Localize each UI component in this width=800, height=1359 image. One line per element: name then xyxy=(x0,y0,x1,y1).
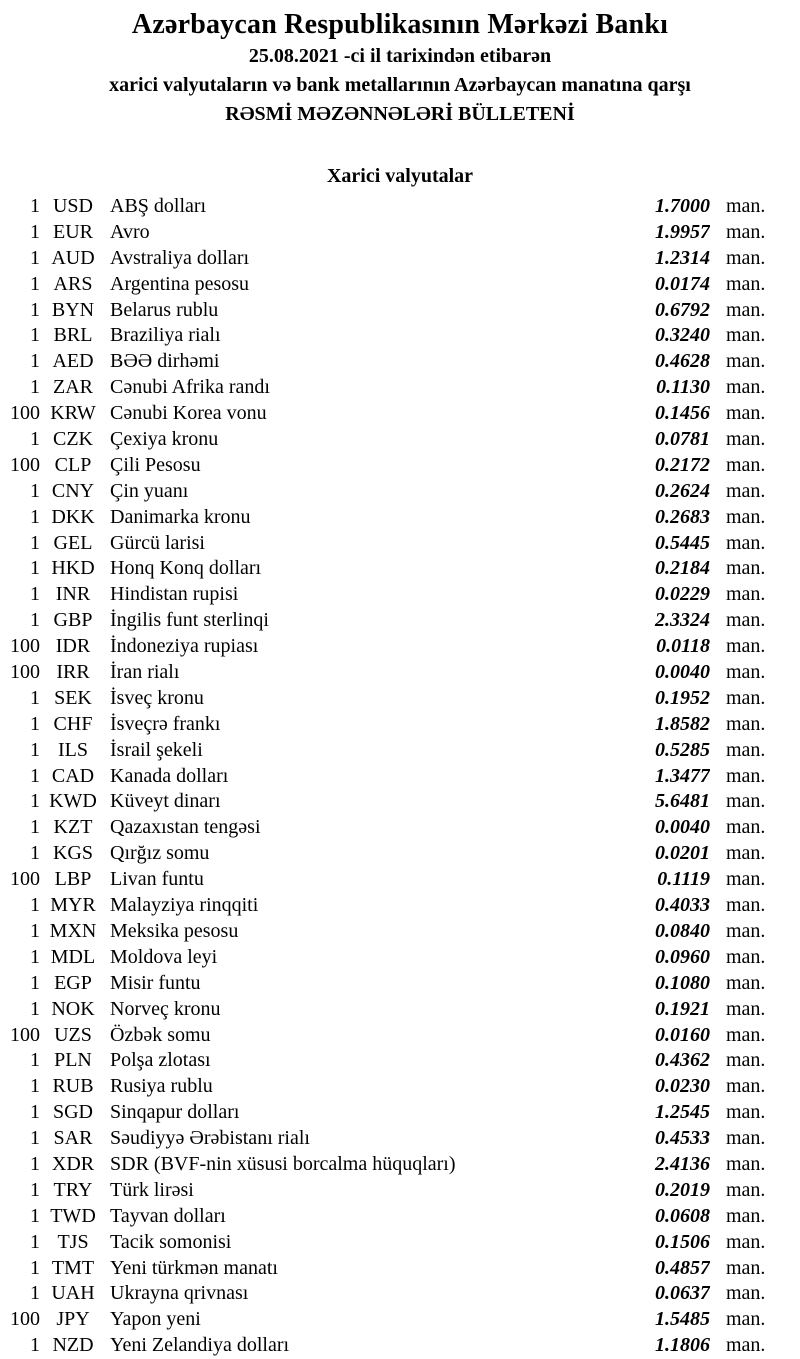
qty-cell: 1 xyxy=(30,945,40,968)
rate-cell: 5.6481 xyxy=(655,790,710,813)
currency-row xyxy=(0,582,800,608)
currency-row xyxy=(0,1126,800,1152)
name-cell: Qırğız somu xyxy=(110,842,210,865)
unit-cell: man. xyxy=(726,1075,766,1098)
currency-row xyxy=(0,660,800,686)
currency-row xyxy=(0,375,800,401)
rate-cell: 0.1921 xyxy=(655,997,710,1020)
code-cell: PLN xyxy=(54,1049,92,1072)
code-cell: BYN xyxy=(51,298,95,321)
code-cell: ZAR xyxy=(53,376,93,399)
currency-row xyxy=(0,427,800,453)
code-cell: ILS xyxy=(58,738,88,761)
name-cell: Çili Pesosu xyxy=(110,453,201,476)
rate-cell: 0.4857 xyxy=(655,1256,710,1279)
unit-cell: man. xyxy=(726,453,766,476)
qty-cell: 1 xyxy=(30,1127,40,1150)
code-cell: IRR xyxy=(56,661,90,684)
name-cell: İsveçrə frankı xyxy=(110,712,221,735)
code-cell: UZS xyxy=(54,1023,92,1046)
code-cell: KGS xyxy=(52,842,93,865)
qty-cell: 100 xyxy=(10,1023,40,1046)
unit-cell: man. xyxy=(726,350,766,373)
name-cell: Yeni Zelandiya dolları xyxy=(110,1334,290,1357)
name-cell: Belarus rublu xyxy=(110,298,219,321)
code-cell: TWD xyxy=(50,1204,96,1227)
currency-row xyxy=(0,1152,800,1178)
rate-cell: 1.1806 xyxy=(655,1334,710,1357)
section-title-foreign-currencies: Xarici valyutalar xyxy=(326,165,474,187)
currency-row xyxy=(0,401,800,427)
currency-row xyxy=(0,220,800,246)
qty-cell: 1 xyxy=(30,350,40,373)
currency-row xyxy=(0,453,800,479)
unit-cell: man. xyxy=(726,1256,766,1279)
qty-cell: 1 xyxy=(30,505,40,528)
name-cell: Özbək somu xyxy=(110,1023,211,1046)
rate-cell: 0.6792 xyxy=(655,298,710,321)
rate-cell: 1.5485 xyxy=(655,1308,710,1331)
unit-cell: man. xyxy=(726,894,766,917)
rate-cell: 0.1119 xyxy=(657,868,710,891)
unit-cell: man. xyxy=(726,246,766,269)
qty-cell: 1 xyxy=(30,738,40,761)
rate-cell: 1.3477 xyxy=(655,764,710,787)
code-cell: NZD xyxy=(52,1334,94,1357)
rate-cell: 0.0160 xyxy=(655,1023,710,1046)
code-cell: INR xyxy=(55,583,91,606)
currency-row xyxy=(0,764,800,790)
qty-cell: 1 xyxy=(30,712,40,735)
qty-cell: 1 xyxy=(30,246,40,269)
name-cell: Avstraliya dolları xyxy=(110,246,250,269)
qty-cell: 1 xyxy=(30,1049,40,1072)
code-cell: BRL xyxy=(53,324,93,347)
rate-cell: 1.7000 xyxy=(655,195,710,217)
name-cell: İsveç kronu xyxy=(110,686,204,709)
currency-row xyxy=(0,505,800,531)
qty-cell: 1 xyxy=(30,324,40,347)
code-cell: SGD xyxy=(52,1101,93,1124)
code-cell: CAD xyxy=(51,764,95,787)
name-cell: İngilis funt sterlinqi xyxy=(110,609,269,632)
code-cell: EUR xyxy=(53,220,93,243)
currency-row xyxy=(0,556,800,582)
unit-cell: man. xyxy=(726,609,766,632)
code-cell: SAR xyxy=(53,1127,93,1150)
name-cell: SDR (BVF-nin xüsusi borcalma hüquqları) xyxy=(110,1152,456,1175)
rate-cell: 0.0118 xyxy=(656,635,710,658)
currency-row xyxy=(0,1048,800,1074)
name-cell: Rusiya rublu xyxy=(110,1075,213,1098)
rate-cell: 0.4362 xyxy=(655,1049,710,1072)
rate-cell: 0.4033 xyxy=(655,894,710,917)
name-cell: Ukrayna qrivnası xyxy=(110,1282,249,1305)
rate-cell: 1.8582 xyxy=(655,712,710,735)
name-cell: Avro xyxy=(110,220,150,243)
currency-row xyxy=(0,298,800,324)
qty-cell: 100 xyxy=(10,1308,40,1331)
unit-cell: man. xyxy=(726,1178,766,1201)
name-cell: Malayziya rinqqiti xyxy=(110,894,259,917)
rate-cell: 0.1506 xyxy=(655,1230,710,1253)
name-cell: Livan funtu xyxy=(110,868,204,891)
code-cell: TJS xyxy=(57,1230,89,1253)
qty-cell: 1 xyxy=(30,842,40,865)
name-cell: Misir funtu xyxy=(110,971,201,994)
code-cell: KZT xyxy=(53,816,93,839)
unit-cell: man. xyxy=(726,402,766,425)
code-cell: IDR xyxy=(55,635,91,658)
unit-cell: man. xyxy=(726,428,766,451)
currency-row xyxy=(0,272,800,298)
qty-cell: 1 xyxy=(30,1178,40,1201)
name-cell: İran rialı xyxy=(110,661,180,684)
name-cell: Cənubi Afrika randı xyxy=(110,376,270,399)
unit-cell: man. xyxy=(726,1127,766,1150)
currency-row xyxy=(0,1178,800,1204)
unit-cell: man. xyxy=(726,1023,766,1046)
unit-cell: man. xyxy=(726,531,766,554)
rate-cell: 0.1456 xyxy=(655,402,710,425)
name-cell: ABŞ dolları xyxy=(110,195,207,217)
qty-cell: 1 xyxy=(30,1152,40,1175)
currency-row xyxy=(0,919,800,945)
name-cell: Yeni türkmən manatı xyxy=(110,1256,278,1279)
rate-cell: 0.5445 xyxy=(655,531,710,554)
rate-cell: 0.0781 xyxy=(655,428,710,451)
name-cell: Çexiya kronu xyxy=(110,428,219,451)
qty-cell: 1 xyxy=(30,1282,40,1305)
rate-cell: 2.4136 xyxy=(655,1152,710,1175)
unit-cell: man. xyxy=(726,1334,766,1357)
qty-cell: 100 xyxy=(10,453,40,476)
rate-cell: 0.0229 xyxy=(655,583,710,606)
rate-cell: 0.0840 xyxy=(655,919,710,942)
currency-row xyxy=(0,1333,800,1359)
rate-cell: 0.5285 xyxy=(655,738,710,761)
rate-cell: 0.2172 xyxy=(655,453,710,476)
unit-cell: man. xyxy=(726,1101,766,1124)
code-cell: CHF xyxy=(53,712,93,735)
currency-row xyxy=(0,1204,800,1230)
name-cell: Danimarka kronu xyxy=(110,505,251,528)
unit-cell: man. xyxy=(726,816,766,839)
name-cell: Norveç kronu xyxy=(110,997,221,1020)
currency-row xyxy=(0,323,800,349)
qty-cell: 1 xyxy=(30,298,40,321)
code-cell: MXN xyxy=(49,919,97,942)
unit-cell: man. xyxy=(726,868,766,891)
currency-row xyxy=(0,479,800,505)
currency-row xyxy=(0,1100,800,1126)
code-cell: KWD xyxy=(49,790,97,813)
name-cell: İndoneziya rupiası xyxy=(110,635,259,658)
name-cell: Polşa zlotası xyxy=(110,1049,211,1072)
unit-cell: man. xyxy=(726,557,766,580)
qty-cell: 1 xyxy=(30,1101,40,1124)
currency-row xyxy=(0,1074,800,1100)
name-cell: Yapon yeni xyxy=(110,1308,201,1331)
unit-cell: man. xyxy=(726,971,766,994)
unit-cell: man. xyxy=(726,1282,766,1305)
rate-cell: 0.2683 xyxy=(655,505,710,528)
code-cell: XDR xyxy=(51,1152,95,1175)
code-cell: LBP xyxy=(54,868,92,891)
qty-cell: 1 xyxy=(30,686,40,709)
qty-cell: 1 xyxy=(30,376,40,399)
code-cell: CZK xyxy=(53,428,93,451)
rate-cell: 0.0608 xyxy=(655,1204,710,1227)
rate-cell: 0.0960 xyxy=(655,945,710,968)
currency-row xyxy=(0,1230,800,1256)
name-cell: İsrail şekeli xyxy=(110,738,203,761)
rate-cell: 1.2545 xyxy=(655,1101,710,1124)
rate-cell: 0.0040 xyxy=(655,816,710,839)
currency-row xyxy=(0,246,800,272)
qty-cell: 1 xyxy=(30,894,40,917)
currency-row xyxy=(0,997,800,1023)
unit-cell: man. xyxy=(726,220,766,243)
qty-cell: 1 xyxy=(30,919,40,942)
currency-row xyxy=(0,1307,800,1333)
code-cell: AUD xyxy=(51,246,95,269)
unit-cell: man. xyxy=(726,1049,766,1072)
currency-row xyxy=(0,194,800,220)
rate-cell: 0.0230 xyxy=(655,1075,710,1098)
name-cell: Moldova leyi xyxy=(110,945,218,968)
qty-cell: 100 xyxy=(10,868,40,891)
unit-cell: man. xyxy=(726,997,766,1020)
currency-row xyxy=(0,893,800,919)
code-cell: MDL xyxy=(50,945,96,968)
name-cell: Honq Konq dolları xyxy=(110,557,262,580)
rate-cell: 0.0637 xyxy=(655,1282,710,1305)
currency-row xyxy=(0,789,800,815)
unit-cell: man. xyxy=(726,324,766,347)
rate-cell: 0.4628 xyxy=(655,350,710,373)
currency-row xyxy=(0,686,800,712)
name-cell: Səudiyyə Ərəbistanı rialı xyxy=(110,1127,310,1150)
name-cell: Çin yuanı xyxy=(110,479,189,502)
unit-cell: man. xyxy=(726,790,766,813)
qty-cell: 1 xyxy=(30,609,40,632)
unit-cell: man. xyxy=(726,945,766,968)
qty-cell: 1 xyxy=(30,764,40,787)
code-cell: HKD xyxy=(51,557,95,580)
code-cell: UAH xyxy=(51,1282,95,1305)
name-cell: Kanada dolları xyxy=(110,764,229,787)
qty-cell: 100 xyxy=(10,635,40,658)
bulletin-header xyxy=(0,0,800,129)
qty-cell: 100 xyxy=(10,402,40,425)
qty-cell: 1 xyxy=(30,816,40,839)
unit-cell: man. xyxy=(726,1204,766,1227)
name-cell: Tacik somonisi xyxy=(110,1230,232,1253)
name-cell: Sinqapur dolları xyxy=(110,1101,240,1124)
unit-cell: man. xyxy=(726,272,766,295)
currency-row xyxy=(0,867,800,893)
rate-cell: 0.0174 xyxy=(655,272,710,295)
currency-row xyxy=(0,971,800,997)
rate-cell: 2.3324 xyxy=(655,609,710,632)
rate-cell: 0.2184 xyxy=(655,557,710,580)
rate-cell: 0.0040 xyxy=(655,661,710,684)
qty-cell: 1 xyxy=(30,531,40,554)
unit-cell: man. xyxy=(726,1308,766,1331)
qty-cell: 1 xyxy=(30,479,40,502)
qty-cell: 1 xyxy=(30,1204,40,1227)
effective-date-line: 25.08.2021 -ci il tarixindən etibarən xyxy=(248,45,552,67)
unit-cell: man. xyxy=(726,842,766,865)
code-cell: AED xyxy=(52,350,94,373)
qty-cell: 1 xyxy=(30,428,40,451)
rate-cell: 1.2314 xyxy=(655,246,710,269)
currency-row xyxy=(0,815,800,841)
currency-row xyxy=(0,841,800,867)
name-cell: Küveyt dinarı xyxy=(110,790,221,813)
name-cell: Meksika pesosu xyxy=(110,919,239,942)
qty-cell: 1 xyxy=(30,790,40,813)
name-cell: BƏƏ dirhəmi xyxy=(110,350,220,373)
unit-cell: man. xyxy=(726,376,766,399)
code-cell: GBP xyxy=(53,609,93,632)
currency-row xyxy=(0,1023,800,1049)
qty-cell: 1 xyxy=(30,1230,40,1253)
rate-cell: 1.9957 xyxy=(655,220,710,243)
code-cell: NOK xyxy=(51,997,95,1020)
unit-cell: man. xyxy=(726,1152,766,1175)
unit-cell: man. xyxy=(726,479,766,502)
name-cell: Qazaxıstan tengəsi xyxy=(110,816,261,839)
rate-cell: 0.1952 xyxy=(655,686,710,709)
rate-cell: 0.1130 xyxy=(656,376,710,399)
currency-row xyxy=(0,945,800,971)
name-cell: Hindistan rupisi xyxy=(110,583,239,606)
unit-cell: man. xyxy=(726,635,766,658)
rate-cell: 0.0201 xyxy=(655,842,710,865)
qty-cell: 100 xyxy=(10,661,40,684)
name-cell: Tayvan dolları xyxy=(110,1204,226,1227)
currency-row xyxy=(0,349,800,375)
qty-cell: 1 xyxy=(30,272,40,295)
code-cell: KRW xyxy=(50,402,96,425)
name-cell: Gürcü larisi xyxy=(110,531,205,554)
unit-cell: man. xyxy=(726,764,766,787)
currency-row xyxy=(0,634,800,660)
code-cell: SEK xyxy=(54,686,92,709)
unit-cell: man. xyxy=(726,738,766,761)
currency-row xyxy=(0,608,800,634)
bulletin-title: RƏSMİ MƏZƏNNƏLƏRİ BÜLLETENİ xyxy=(225,103,575,125)
rate-cell: 0.1080 xyxy=(655,971,710,994)
code-cell: TMT xyxy=(51,1256,95,1279)
unit-cell: man. xyxy=(726,195,766,217)
code-cell: DKK xyxy=(51,505,95,528)
qty-cell: 1 xyxy=(30,997,40,1020)
unit-cell: man. xyxy=(726,505,766,528)
name-cell: Türk lirəsi xyxy=(110,1178,194,1201)
qty-cell: 1 xyxy=(30,557,40,580)
unit-cell: man. xyxy=(726,919,766,942)
currency-row xyxy=(0,712,800,738)
name-cell: Cənubi Korea vonu xyxy=(110,402,267,425)
code-cell: ARS xyxy=(53,272,93,295)
unit-cell: man. xyxy=(726,1230,766,1253)
qty-cell: 1 xyxy=(30,195,40,217)
qty-cell: 1 xyxy=(30,971,40,994)
qty-cell: 1 xyxy=(30,1334,40,1357)
currency-table xyxy=(0,194,800,1359)
code-cell: USD xyxy=(52,195,93,217)
code-cell: EGP xyxy=(54,971,92,994)
bank-title: Azərbaycan Respublikasının Mərkəzi Bankı xyxy=(131,9,669,40)
code-cell: CNY xyxy=(51,479,95,502)
unit-cell: man. xyxy=(726,686,766,709)
unit-cell: man. xyxy=(726,298,766,321)
code-cell: GEL xyxy=(53,531,93,554)
code-cell: JPY xyxy=(56,1308,90,1331)
qty-cell: 1 xyxy=(30,1256,40,1279)
rate-cell: 0.2019 xyxy=(655,1178,710,1201)
subject-line: xarici valyutaların və bank metallarının Azərbaycan manatına qarşı xyxy=(109,74,691,96)
unit-cell: man. xyxy=(726,712,766,735)
currency-row xyxy=(0,1281,800,1307)
name-cell: Braziliya rialı xyxy=(110,324,221,347)
unit-cell: man. xyxy=(726,661,766,684)
rate-cell: 0.3240 xyxy=(655,324,710,347)
unit-cell: man. xyxy=(726,583,766,606)
code-cell: CLP xyxy=(54,453,92,476)
code-cell: MYR xyxy=(50,894,96,917)
qty-cell: 1 xyxy=(30,220,40,243)
name-cell: Argentina pesosu xyxy=(110,272,250,295)
qty-cell: 1 xyxy=(30,583,40,606)
currency-row xyxy=(0,531,800,557)
currency-row xyxy=(0,1256,800,1282)
code-cell: TRY xyxy=(53,1178,93,1201)
code-cell: RUB xyxy=(52,1075,94,1098)
currency-row xyxy=(0,738,800,764)
rate-cell: 0.4533 xyxy=(655,1127,710,1150)
qty-cell: 1 xyxy=(30,1075,40,1098)
rate-cell: 0.2624 xyxy=(655,479,710,502)
